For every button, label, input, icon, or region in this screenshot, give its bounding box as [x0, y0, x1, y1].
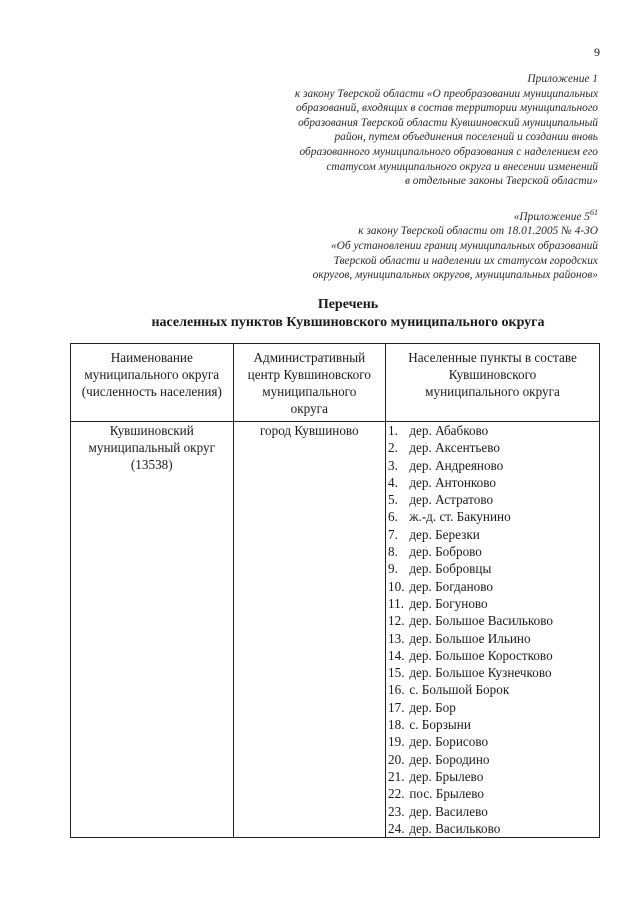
annex-2-heading	[313, 206, 598, 224]
settlement-name: дер. Березки	[409, 526, 480, 542]
list-item	[388, 664, 597, 681]
annex-1-line: к закону Тверской области «О преобразовании муниципальных	[294, 87, 598, 100]
header-text: муниципального округа	[425, 384, 560, 399]
settlement-name: дер. Бородино	[409, 751, 490, 767]
settlement-number: 4.	[388, 474, 398, 490]
annex-1-line: в отдельные законы Тверской области»	[404, 175, 598, 188]
list-item	[388, 699, 597, 716]
settlement-number: 13.	[388, 630, 405, 646]
list-item	[388, 630, 597, 647]
list-item	[388, 733, 597, 750]
settlement-number: 6.	[388, 509, 398, 525]
settlements-cell	[386, 422, 600, 838]
settlement-number: 2.	[388, 440, 398, 456]
district-cell	[71, 422, 234, 838]
settlement-name: дер. Большое Коростково	[409, 647, 553, 663]
table-row	[71, 422, 600, 838]
settlement-number: 8.	[388, 544, 398, 560]
list-item	[388, 457, 597, 474]
annex-1-line: образованного муниципального образования с наделением его	[299, 145, 598, 158]
list-item	[388, 751, 597, 768]
settlement-number: 10.	[388, 578, 405, 594]
settlement-number: 20.	[388, 751, 405, 767]
annex-2-heading-sup: 61	[590, 208, 598, 217]
annex-2-line: Тверской области и наделении их статусом городских	[333, 254, 598, 267]
settlement-number: 17.	[388, 699, 405, 715]
settlement-name: дер. Бор	[409, 699, 456, 715]
annex-1-line: статусом муниципального округа и внесении изменений	[326, 160, 598, 173]
header-district	[71, 344, 234, 422]
settlement-name: ж.-д. ст. Бакунино	[409, 509, 511, 525]
annex-2-reference	[313, 206, 598, 283]
annex-1-line: район, путем объединения поселений и создании вновь	[334, 131, 598, 144]
settlement-name: дер. Большое Васильково	[409, 613, 553, 629]
table-header-row	[71, 344, 600, 422]
annex-2-line: округов, муниципальных округов, муниципальных районов»	[312, 269, 598, 282]
list-item	[388, 803, 597, 820]
annex-1-heading: Приложение 1	[527, 73, 598, 85]
settlement-name: дер. Борисово	[409, 734, 489, 750]
settlements-table	[70, 343, 600, 838]
settlement-name: дер. Богданово	[409, 578, 493, 594]
list-item	[388, 612, 597, 629]
district-name: Кувшиновский	[109, 423, 194, 438]
settlement-number: 12.	[388, 613, 405, 629]
admin-center-cell: город Кувшиново	[233, 422, 385, 838]
settlement-name: дер. Астратово	[409, 492, 494, 508]
settlement-number: 22.	[388, 786, 405, 802]
list-item	[388, 526, 597, 543]
list-item	[388, 508, 597, 525]
header-text: Наименование	[110, 350, 193, 365]
settlement-name: дер. Андреяново	[409, 457, 504, 473]
settlement-name: дер. Большое Кузнечково	[409, 665, 552, 681]
header-text: Населенные пункты в составе	[408, 350, 577, 365]
list-item	[388, 439, 597, 456]
settlement-number: 15.	[388, 665, 405, 681]
settlement-name: дер. Бобровцы	[409, 561, 492, 577]
annex-2-heading-text: «Приложение 5	[513, 210, 590, 223]
settlement-number: 16.	[388, 682, 405, 698]
annex-2-line: «Об установлении границ муниципальных образований	[330, 239, 598, 252]
header-settlements	[386, 344, 600, 422]
list-item	[388, 716, 597, 733]
settlement-name: с. Борзыни	[409, 717, 471, 733]
settlement-number: 24.	[388, 820, 405, 836]
settlement-name: дер. Антонково	[409, 474, 496, 490]
list-item	[388, 647, 597, 664]
district-name: муниципальный округ	[88, 440, 216, 455]
settlement-number: 3.	[388, 457, 398, 473]
settlement-name: дер. Василево	[409, 803, 488, 819]
settlement-number: 18.	[388, 717, 405, 733]
settlement-name: дер. Брылево	[409, 768, 484, 784]
settlement-number: 23.	[388, 803, 405, 819]
settlement-name: с. Большой Борок	[409, 682, 510, 698]
annex-1-line: образований, входящих в состав территории муниципального	[296, 102, 598, 115]
page-number: 9	[594, 45, 600, 59]
header-text: центр Кувшиновского	[247, 367, 371, 382]
list-item	[388, 578, 597, 595]
list-item	[388, 491, 597, 508]
settlement-name: дер. Васильково	[409, 820, 501, 836]
list-item	[388, 595, 597, 612]
settlement-name: дер. Абабково	[409, 423, 489, 438]
annex-1-line: образования Тверской области Кувшиновский муниципальный	[298, 116, 598, 129]
list-item	[388, 543, 597, 560]
list-item	[388, 768, 597, 785]
annex-2-line: к закону Тверской области от 18.01.2005 № 4-ЗО	[358, 225, 598, 238]
settlement-name: дер. Аксентьево	[409, 440, 500, 456]
header-text: Административный	[253, 350, 366, 365]
settlement-number: 5.	[388, 492, 398, 508]
settlement-number: 9.	[388, 561, 398, 577]
settlement-name: дер. Большое Ильино	[409, 630, 531, 646]
list-item	[388, 785, 597, 802]
settlement-list	[388, 422, 597, 837]
document-title	[0, 296, 640, 332]
settlement-number: 14.	[388, 647, 405, 663]
list-item	[388, 422, 597, 439]
list-item	[388, 474, 597, 491]
annex-1-reference	[295, 72, 598, 189]
title-line-2: населенных пунктов Кувшиновского муниципального округа	[151, 315, 545, 330]
settlement-name: дер. Богуново	[409, 595, 488, 611]
district-population: (13538)	[130, 457, 173, 472]
settlement-number: 1.	[388, 423, 398, 438]
list-item	[388, 820, 597, 837]
header-text: округа	[290, 401, 328, 416]
list-item	[388, 560, 597, 577]
header-text: муниципального	[262, 384, 357, 399]
settlement-number: 19.	[388, 734, 405, 750]
settlement-name: дер. Боброво	[409, 544, 482, 560]
settlement-number: 7.	[388, 526, 398, 542]
header-text: Кувшиновского	[448, 367, 537, 382]
header-admin-center	[233, 344, 385, 422]
list-item	[388, 681, 597, 698]
settlement-number: 11.	[388, 595, 405, 611]
settlement-name: пос. Брылево	[409, 786, 484, 802]
header-text: (численность населения)	[81, 384, 222, 399]
settlement-number: 21.	[388, 768, 405, 784]
header-text: муниципального округа	[84, 367, 220, 382]
title-line-1: Перечень	[317, 297, 379, 312]
